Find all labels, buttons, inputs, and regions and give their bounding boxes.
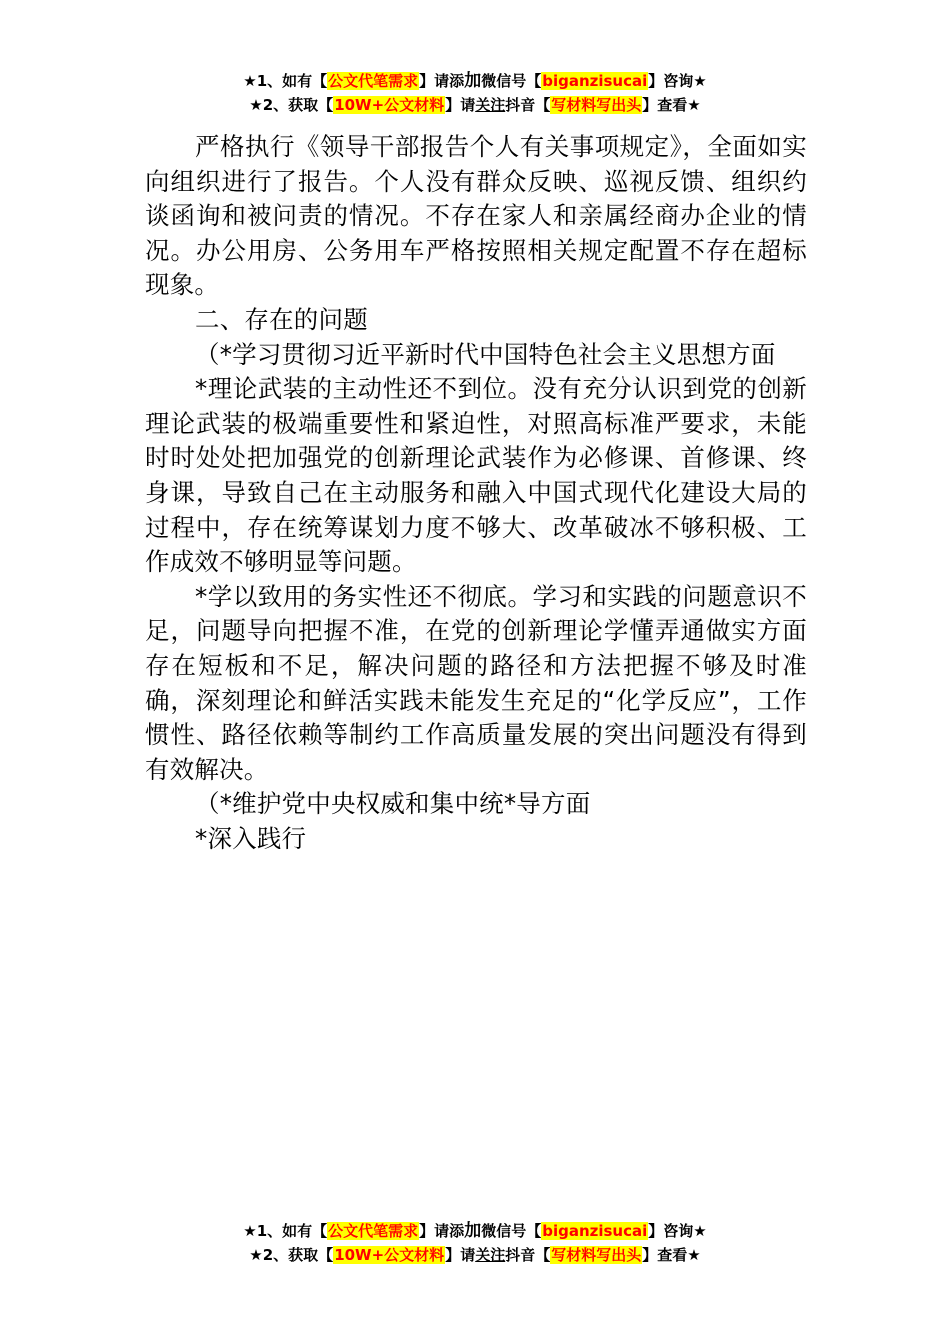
promo-line-2: ★2、获取【10W+公文材料】请关注抖音【写材料写出头】查看★ [249,96,701,114]
promo-line-2: ★2、获取【10W+公文材料】请关注抖音【写材料写出头】查看★ [249,1246,701,1264]
promo-highlight-materials: 10W+公文材料 [334,96,445,114]
document-body [145,130,807,856]
subsection-heading-study: （*学习贯彻习近平新时代中国特色社会主义思想方面 [195,339,776,369]
paragraph-practice: *深入践行 [195,823,307,853]
promo-highlight-wechat: biganzisucai [542,1222,648,1240]
promo-highlight-douyin: 写材料写出头 [551,96,642,114]
promo-highlight-douyin: 写材料写出头 [551,1246,642,1264]
section-heading-problems: 二、存在的问题 [195,304,368,334]
paragraph-theory-armament: *理论武装的主动性还不到位。没有充分认识到党的创新理论武装的极端重要性和紧迫性，对照高标准严要求，未能时时处处把加强党的创新理论武装作为必修课、首修课、终身课，导致自己在主动服务和融入中国式现代化建设大局的过程中，存在统筹谋划力度不够大、改革破冰不够积极、工作成效不够明显等问题。 [145,374,807,577]
paragraph-reporting: 严格执行《领导干部报告个人有关事项规定》，全面如实向组织进行了报告。个人没有群众反映、巡视反馈、组织约谈函询和被问责的情况。不存在家人和亲属经商办企业的情况。办公用房、公务用车严格按照相关规定配置不存在超标现象。 [145,132,807,300]
paragraph-practical-application: *学以致用的务实性还不彻底。学习和实践的问题意识不足，问题导向把握不准，在党的创新理论学懂弄通做实方面存在短板和不足，解决问题的路径和方法把握不够及时准确，深刻理论和鲜活实践未能发生充足的“化学反应”，工作惯性、路径依赖等制约工作高质量发展的突出问题没有得到有效解决。 [145,581,807,784]
promo-line-1: ★1、如有【公文代笔需求】请添加微信号【biganzisucai】咨询★ [243,71,707,91]
promo-header [0,69,950,117]
promo-footer [0,1219,950,1267]
subsection-heading-authority: （*维护党中央权威和集中统*导方面 [195,789,591,819]
promo-highlight-materials: 10W+公文材料 [334,1246,445,1264]
promo-highlight-service: 公文代笔需求 [328,1222,419,1240]
promo-highlight-wechat: biganzisucai [542,72,648,90]
promo-highlight-service: 公文代笔需求 [328,72,419,90]
promo-line-1: ★1、如有【公文代笔需求】请添加微信号【biganzisucai】咨询★ [243,1221,707,1241]
